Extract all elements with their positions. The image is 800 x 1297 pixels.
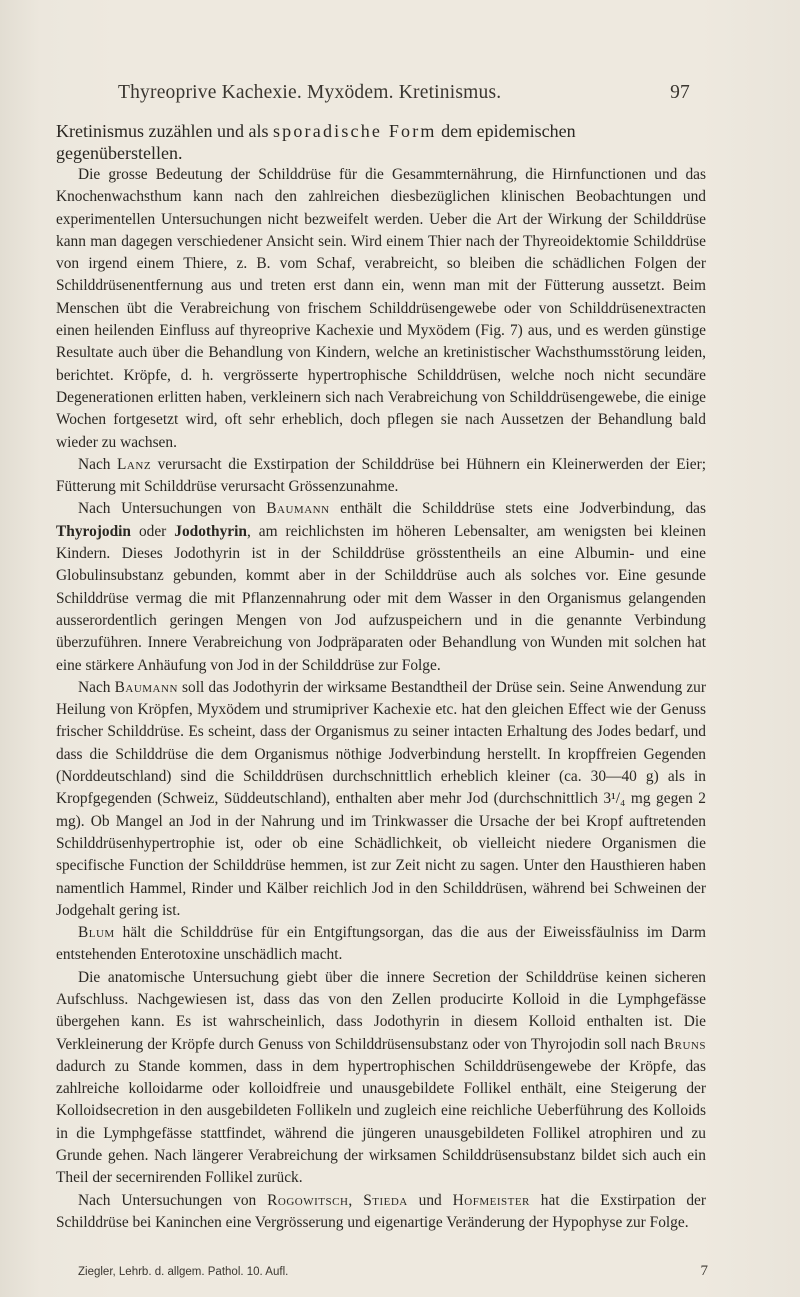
lead-text-1: Kretinismus zuzählen und als — [56, 121, 273, 141]
paragraph-6 — [56, 967, 706, 1190]
author-name: Blum — [78, 924, 115, 942]
p4-text: Nach — [78, 678, 115, 696]
paragraph-5 — [56, 922, 706, 967]
p6-text: dadurch zu Stande kommen, dass in dem hypertrophischen Schilddrüsengewebe der Kröpfe, das zahlreiche kolloidarme oder kolloidfreie und unausgebildete Follikel enthält, eine Steigerung der Kolloidsecretion in den ausgebildeten Follikeln und zugleich eine reichliche Ueberführung des Kolloids in die Lymphgefässe stattfindet, während die jüngeren unausgebildeten Follikel atrophiren und zu Grunde gehen. Nach längerer Verabreichung der wirksamen Schilddrüsensubstanz bildet sich auch ein Theil der secernirenden Follikel zurück. — [56, 1057, 706, 1187]
running-head-title: Thyreoprive Kachexie. Myxödem. Kretinismus. — [118, 82, 502, 103]
p7-text: Nach Untersuchungen von — [78, 1191, 268, 1209]
p3-text: Nach Untersuchungen von — [78, 500, 267, 518]
author-name: Rogowitsch — [267, 1191, 349, 1209]
author-name: Stieda — [363, 1191, 408, 1209]
term-bold: Thyrojodin — [56, 522, 131, 540]
page-number: 97 — [670, 82, 690, 103]
paragraph-7 — [56, 1190, 706, 1235]
paragraph-2 — [56, 454, 706, 499]
p2-text: verursacht die Exstirpation der Schilddrüse bei Hühnern ein Kleinerwerden der Eier; Fütterung mit Schilddrüse verursacht Grössenzunahme. — [56, 455, 706, 496]
paragraph-4 — [56, 677, 706, 922]
paragraph-3 — [56, 498, 706, 676]
lead-paragraph — [56, 120, 706, 164]
signature-mark: 7 — [700, 1263, 708, 1279]
p6-text: Die anatomische Untersuchung giebt über die innere Secretion der Schilddrüse keinen sicheren Aufschluss. Nachgewiesen ist, dass das von den Zellen producirte Kolloid in die Lymphgefässe übergehen kann. Es ist wahrscheinlich, dass Jodothyrin in diesem Kolloid enthalten ist. Die Verkleinerung der Kröpfe durch Genuss von Schilddrüsensubstanz oder von Thyrojodin soll nach — [56, 968, 706, 1053]
p7-text: , — [348, 1191, 364, 1209]
p3-text: , am reichlichsten im höheren Lebensalter, am wenigsten bei kleinen Kindern. Dieses Jodothyrin ist in der Schilddrüse grösstentheils an eine Albumin- und eine Globulinsubstanz gebunden, kommt aber in der Schilddrüse auch als solches vor. Eine gesunde Schilddrüse vermag die mit Pflanzennahrung oder mit dem Wasser in den Organismus gelangenden ausserordentlich geringen Mengen von Jod aufzuspeichern und in die genannte Verbindung überzuführen. Innere Verabreichung von Jodpräparaten oder Behandlung von Wunden mit solchen hat eine stärkere Anhäufung von Jod in der Schilddrüse zur Folge. — [56, 522, 706, 674]
term-bold: Jodothyrin — [174, 522, 247, 540]
body-text — [56, 120, 706, 1234]
page-footer — [78, 1263, 708, 1279]
lead-spaced-text: sporadische Form — [272, 121, 437, 141]
p7-text: hat die Exstirpation der Schilddrüse bei Kaninchen eine Vergrösserung und eigenartige Veränderung der Hypophyse zur Folge. — [56, 1191, 707, 1231]
p7-text: und — [407, 1191, 453, 1209]
author-name: Hofmeister — [452, 1191, 530, 1209]
p3-text: oder — [130, 522, 175, 540]
footer-reference: Ziegler, Lehrb. d. allgem. Pathol. 10. Aufl. — [78, 1266, 289, 1278]
p5-text: hält die Schilddrüse für ein Entgiftungsorgan, das die aus der Eiweissfäulniss im Darm entstehenden Enterotoxine unschädlich macht. — [56, 924, 706, 964]
p2-text: Nach — [78, 455, 118, 473]
p4-text: soll das Jodothyrin der wirksame Bestandtheil der Drüse sein. Seine Anwendung zur Heilung von Kröpfen, Myxödem und strumipriver Kachexie etc. hat den gleichen Effect wie der Genuss frischer Schilddrüse. Es scheint, dass der Organismus zu seiner intacten Erhaltung des Jodes bedarf, und dass die Schilddrüse die dem Organismus nöthige Jodverbindung herstellt. In kropffreien Gegenden (Norddeutschland) sind die Schilddrüsen durchschnittlich erheblich kleiner (ca. 30—40 g) als in Kropfgegenden (Schweiz, Süddeutschland), enthalten aber mehr Jod (durchschnittlich 3¹/₄ mg gegen 2 mg). Ob Mangel an Jod in der Nahrung und im Trinkwasser die Ursache der bei Kropf auftretenden Schilddrüsenhypertrophie ist, oder ob eine Schädlichkeit, ob vielleicht niedere Organismen die specifische Function der Schilddrüse hemmen, ist zur Zeit nicht zu sagen. Unter den Hausthieren haben namentlich Hammel, Rinder und Kälber reichlich Jod in den Schilddrüsen, während bei Schweinen der Jodgehalt gering ist. — [56, 678, 706, 919]
author-name: Baumann — [266, 500, 330, 518]
author-name: Bruns — [663, 1035, 706, 1053]
author-name: Lanz — [117, 455, 152, 473]
paragraph-1: Die grosse Bedeutung der Schilddrüse für die Gesammternährung, die Hirnfunctionen und das Knochenwachsthum kann nach den zahlreichen diesbezüglichen klinischen Beobachtungen und experimentellen Untersuchungen nicht bezweifelt werden. Ueber die Art der Wirkung der Schilddrüse kann man dagegen verschiedener Ansicht sein. Wird einem Thier nach der Thyreoidektomie Schilddrüse von irgend einem Thiere, z. B. vom Schaf, verabreicht, so bleiben die schädlichen Folgen der Schilddrüsenentfernung aus und treten erst dann ein, wenn man mit der Fütterung aussetzt. Beim Menschen übt die Verabreichung von frischem Schilddrüsengewebe oder von Schilddrüsenextracten einen heilenden Einfluss auf thyreoprive Kachexie und Myxödem (Fig. 7) aus, und es werden günstige Resultate auch über die Behandlung von Kindern, welche an kretinistischer Wachsthumsstörung leiden, berichtet. Kröpfe, d. h. vergrösserte hypertrophische Schilddrüsen, welche noch nicht secundäre Degenerationen erlitten haben, verkleinern sich nach Verabreichung von Schilddrüsengewebe, die einige Wochen fortgesetzt wird, oft sehr erheblich, doch pflegen sie nach Aussetzen der Behandlung bald wieder zu wachsen. — [56, 166, 706, 451]
lead-text-2: dem epidemischen gegenüberstellen. — [56, 121, 576, 163]
author-name: Baumann — [114, 678, 178, 696]
p3-text: enthält die Schilddrüse stets eine Jodverbindung, das — [329, 500, 706, 518]
